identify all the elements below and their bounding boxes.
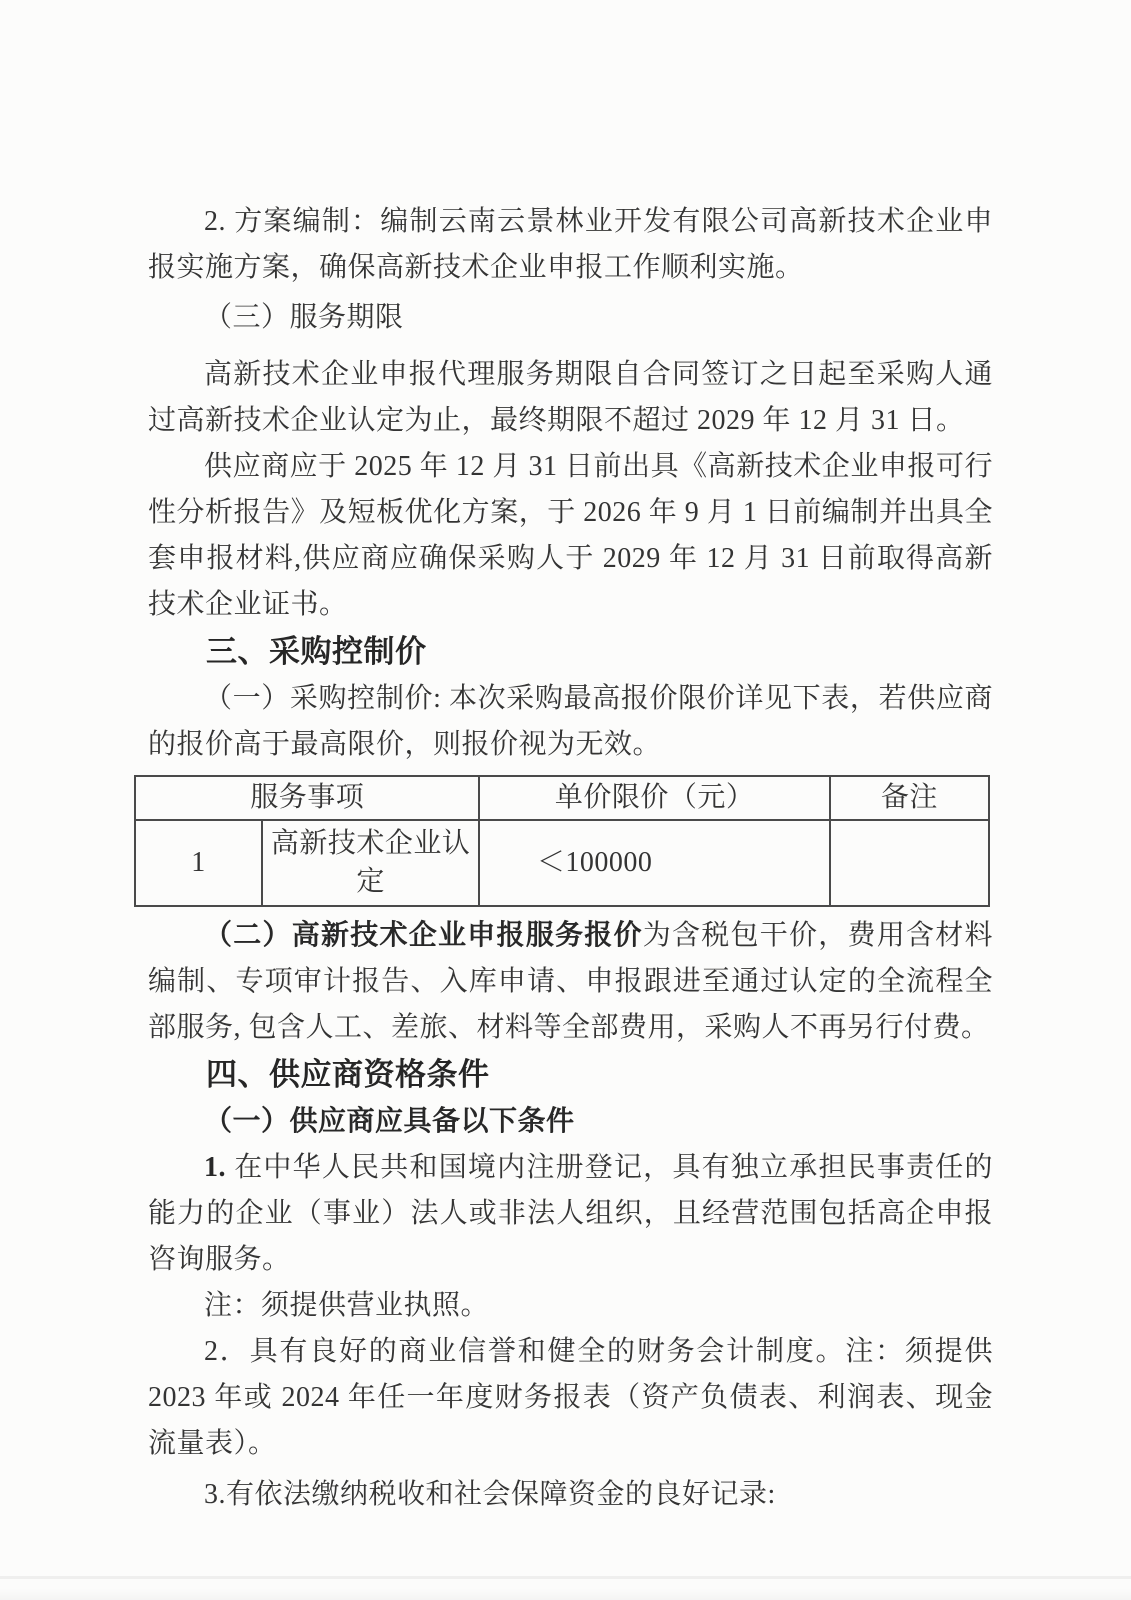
paragraph-control-price-2-rest: 为含税包干价，费用含材料编制、专项审计报告、入库申请、申报跟进至通过认定的全流程全部服务, 包含人工、差旅、材料等全部费用，采购人不再另行付费。 (148, 920, 993, 1043)
table-cell-service-item: 高新技术企业认定 (262, 820, 480, 906)
paragraph-qualification-item3: 3.有依法缴纳税收和社会保障资金的良好记录: (204, 1479, 776, 1510)
table-row (135, 820, 989, 906)
paragraph-service-term-2: 供应商应于 2025 年 12 月 31 日前出具《高新技术企业申报可行性分析报告》及短板优化方案，于 2026 年 9 月 1 日前编制并出具全套申报材料,供应商应确保采购人于 2029 年 12 月 31 日前取得高新技术企业证书。 (148, 451, 993, 620)
paragraph-qualification-item1 (148, 1145, 993, 1283)
paragraph-qualification-item1-text: 在中华人民共和国境内注册登记，具有独立承担民事责任的能力的企业（事业）法人或非法人组织，且经营范围包括高企申报咨询服务。 (148, 1152, 993, 1275)
paragraph-scheme-compilation: 2. 方案编制：编制云南云景林业开发有限公司高新技术企业申报实施方案，确保高新技术企业申报工作顺利实施。 (148, 206, 993, 283)
page-bottom-shadow (0, 1588, 1131, 1600)
subheading-supplier-conditions: （一）供应商应具备以下条件 (204, 1106, 575, 1137)
paragraph-control-price-2 (148, 913, 993, 1051)
paragraph-qualification-item1-number: 1. (204, 1152, 226, 1183)
subheading-service-term: （三）服务期限 (204, 302, 404, 333)
table-cell-price-limit: ＜100000 (479, 820, 829, 906)
section-heading-control-price: 三、采购控制价 (206, 634, 427, 669)
section-heading-qualification: 四、供应商资格条件 (206, 1057, 490, 1092)
paragraph-qualification-item2: 2．具有良好的商业信誉和健全的财务会计制度。注：须提供 2023 年或 2024 年任一年度财务报表（资产负债表、利润表、现金流量表）。 (148, 1336, 993, 1459)
price-limit-table (134, 775, 990, 907)
paragraph-control-price-1: （一）采购控制价: 本次采购最高报价限价详见下表，若供应商的报价高于最高限价，则报价视为无效。 (148, 683, 993, 760)
table-header-note: 备注 (830, 776, 989, 820)
table-cell-row-number: 1 (135, 820, 262, 906)
paragraph-qualification-item1-note: 注：须提供营业执照。 (204, 1290, 490, 1321)
table-cell-note (830, 820, 989, 906)
paragraph-control-price-2-lead: （二）高新技术企业申报服务报价 (204, 920, 643, 951)
paragraph-service-term-1: 高新技术企业申报代理服务期限自合同签订之日起至采购人通过高新技术企业认定为止，最终期限不超过 2029 年 12 月 31 日。 (148, 359, 993, 436)
table-header-unit-price-limit: 单价限价（元） (479, 776, 829, 820)
table-header-service-item: 服务事项 (135, 776, 479, 820)
scan-artifact-line (0, 1576, 1131, 1579)
document-body (148, 199, 993, 1518)
table-header-row (135, 776, 989, 820)
